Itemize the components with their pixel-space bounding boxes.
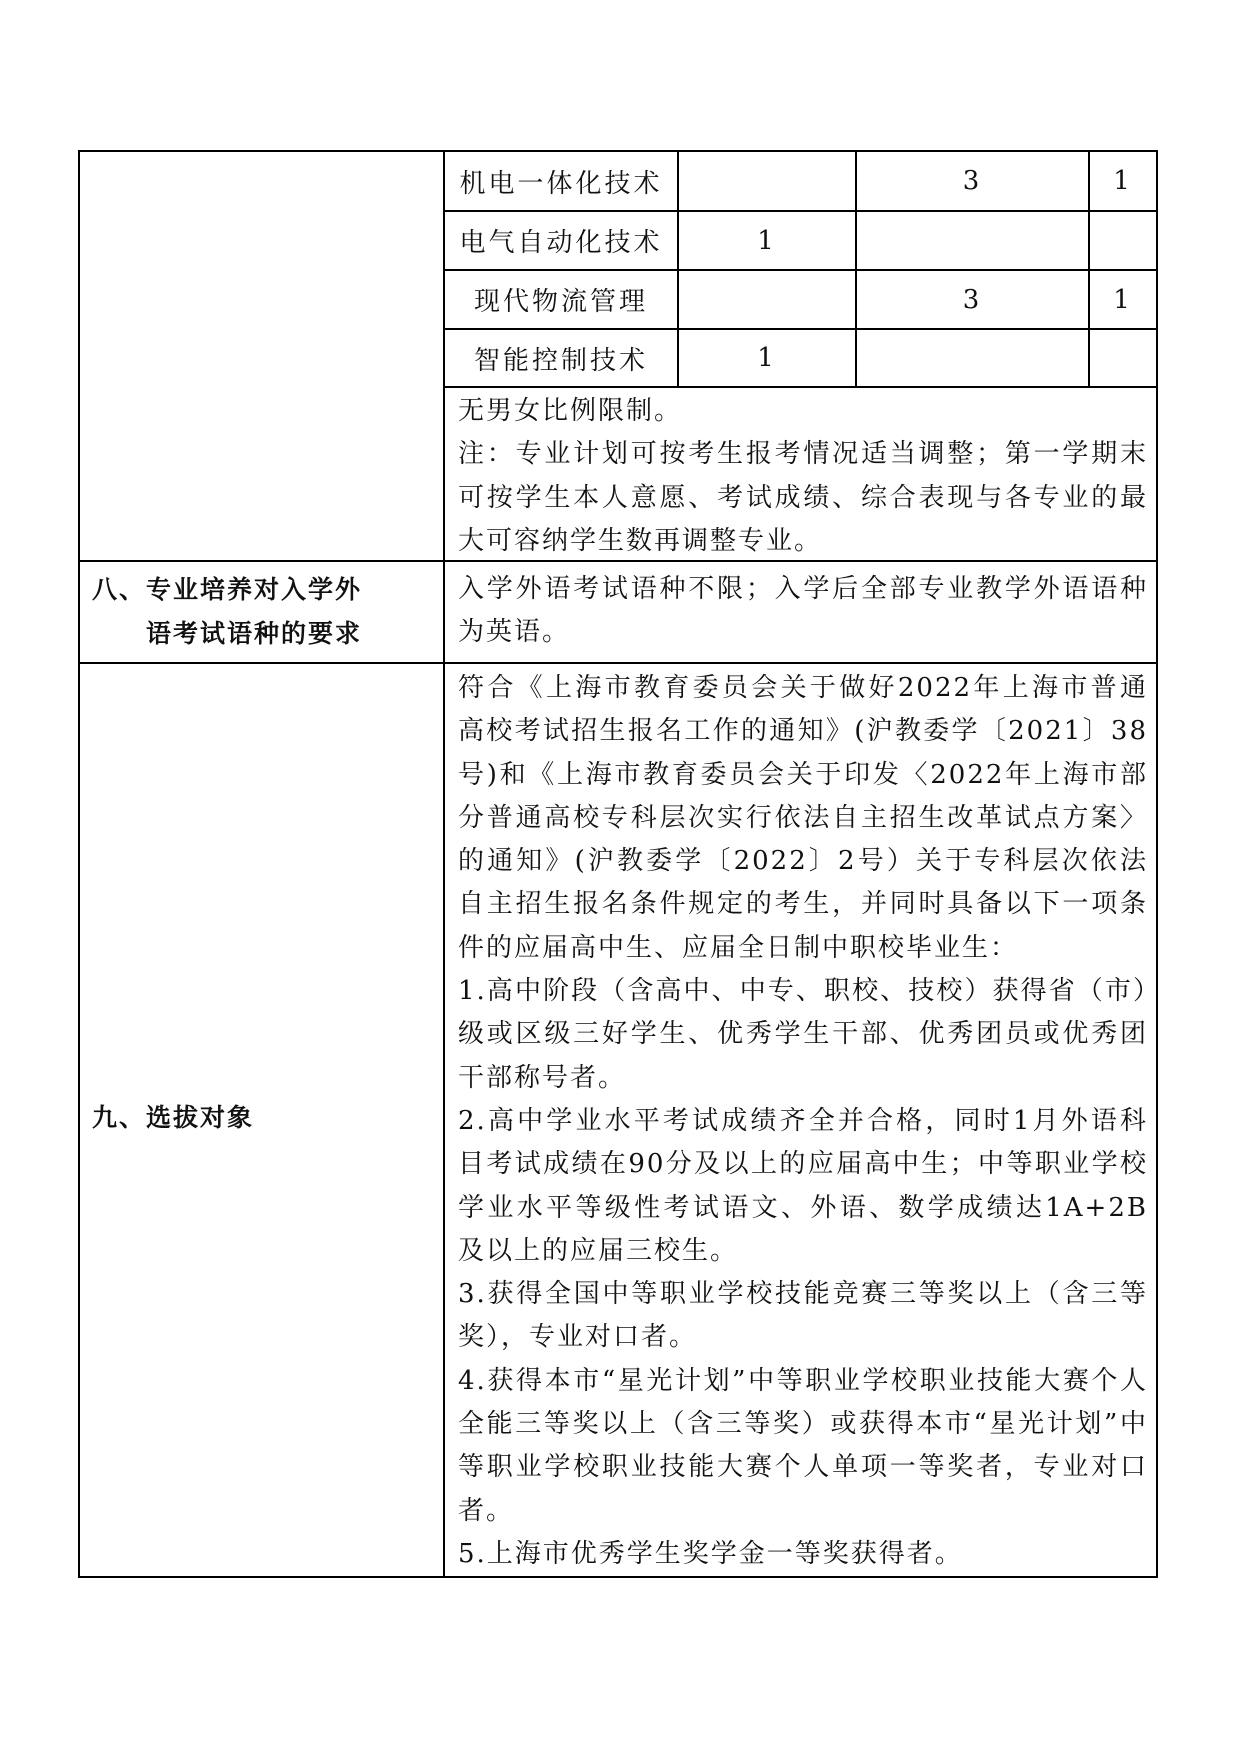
notes-line-2: 注：专业计划可按考生报考情况适当调整；第一学期末可按学生本人意愿、考试成绩、综合表现与各专业的最大可容纳学生数再调整专业。: [458, 439, 1148, 556]
major-count-cell: [1090, 212, 1156, 269]
notes-block: [458, 390, 1148, 563]
major-count-cell: 1: [1113, 284, 1133, 315]
major-count-cell: 3: [962, 284, 983, 315]
section-8-content: 入学外语考试语种不限；入学后全部专业教学外语语种为英语。: [458, 574, 1148, 648]
major-count-cell: 1: [757, 225, 777, 256]
major-count-cell: [679, 152, 855, 210]
section-separator-9: [80, 662, 1156, 664]
major-name-cell: 机电一体化技术: [459, 168, 663, 199]
section-9-label: 九、选拔对象: [92, 1103, 255, 1132]
admission-table: [78, 150, 1158, 1578]
section-9-item: 2.高中学业水平考试成绩齐全并合格，同时1月外语科目考试成绩在90分及以上的应届高中生；中等职业学校学业水平等级性考试语文、外语、数学成绩达1A+2B及以上的应届三校生。: [458, 1105, 1148, 1266]
section-9-content: [458, 667, 1148, 1576]
section-9-intro: 符合《上海市教育委员会关于做好2022年上海市普通高校考试招生报名工作的通知》(沪教委学〔2021〕38号)和《上海市教育委员会关于印发〈2022年上海市部分普通高校专科层次实行依法自主招生改革试点方案〉的通知》(沪教委学〔2022〕2号）关于专科层次依法自主招生报名条件规定的考生，并同时具备以下一项条件的应届高中生、应届全日制中职校毕业生：: [458, 673, 1148, 963]
subtable-row-line-4: [443, 386, 1156, 388]
notes-line-1: 无男女比例限制。: [458, 396, 683, 426]
section-8-label-line-1: 八、专业培养对入学外: [92, 575, 363, 604]
section-8-label: [92, 568, 437, 656]
major-name-cell: 现代物流管理: [473, 287, 648, 317]
major-count-cell: 1: [1113, 166, 1133, 196]
major-count-cell: 3: [962, 166, 983, 196]
section-9-item: 5.上海市优秀学生奖学金一等奖获得者。: [458, 1538, 963, 1569]
major-count-cell: [1090, 330, 1156, 386]
major-name-cell: 电气自动化技术: [459, 228, 663, 258]
section-9-item: 1.高中阶段（含高中、中专、职校、技校）获得省（市）级或区级三好学生、优秀学生干部、优秀团员或优秀团干部称号者。: [458, 976, 1148, 1093]
major-count-cell: [857, 330, 1088, 386]
section-9-item: 4.获得本市“星光计划”中等职业学校职业技能大赛个人全能三等奖以上（含三等奖）或获得本市“星光计划”中等职业学校职业技能大赛个人单项一等奖者，专业对口者。: [458, 1365, 1148, 1526]
major-count-cell: [679, 271, 855, 328]
section-9-item: 3.获得全国中等职业学校技能竞赛三等奖以上（含三等奖），专业对口者。: [458, 1279, 1148, 1353]
section-8-label-line-2: 语考试语种的要求: [146, 619, 363, 648]
major-count-cell: [857, 212, 1088, 269]
major-count-cell: 1: [757, 343, 777, 373]
major-name-cell: 智能控制技术: [473, 345, 648, 376]
